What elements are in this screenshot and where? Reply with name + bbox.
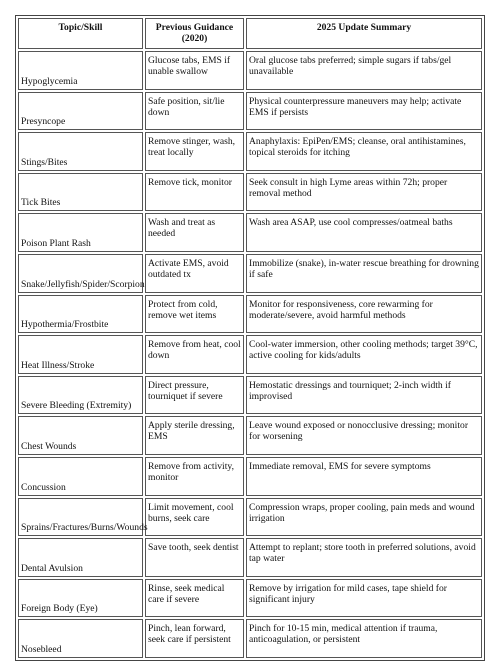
row-previous-guidance: Remove from activity, monitor: [145, 457, 244, 496]
row-update-summary: Compression wraps, proper cooling, pain meds and wound irrigation: [246, 498, 482, 537]
table-row: [18, 173, 482, 212]
table-row: [18, 416, 482, 455]
row-update-summary: Pinch for 10-15 min, medical attention if trauma, anticoagulation, or persistent: [246, 619, 482, 658]
header-previous-line1: Previous Guidance: [155, 22, 234, 33]
row-previous-guidance: Direct pressure, tourniquet if severe: [145, 376, 244, 415]
row-update-summary: Leave wound exposed or nonocclusive dressing; monitor for worsening: [246, 416, 482, 455]
table-row: [18, 213, 482, 252]
row-topic: Snake/Jellyfish/Spider/Scorpion: [18, 254, 143, 293]
row-topic: Nosebleed: [18, 619, 143, 658]
row-previous-guidance: Apply sterile dressing, EMS: [145, 416, 244, 455]
row-topic: Severe Bleeding (Extremity): [18, 376, 143, 415]
row-update-summary: Anaphylaxis: EpiPen/EMS; cleanse, oral antihistamines, topical steroids for itching: [246, 132, 482, 171]
row-update-summary: Attempt to replant; store tooth in preferred solutions, avoid tap water: [246, 538, 482, 577]
row-update-summary: Wash area ASAP, use cool compresses/oatmeal baths: [246, 213, 482, 252]
table-row: [18, 538, 482, 577]
guidance-table-container: [15, 15, 485, 661]
table-row: [18, 92, 482, 131]
row-update-summary: Remove by irrigation for mild cases, tape shield for significant injury: [246, 579, 482, 618]
table-row: [18, 498, 482, 537]
row-topic: Chest Wounds: [18, 416, 143, 455]
header-previous-line2: (2020): [181, 33, 208, 44]
row-previous-guidance: Rinse, seek medical care if severe: [145, 579, 244, 618]
row-previous-guidance: Protect from cold, remove wet items: [145, 295, 244, 334]
header-previous: [145, 18, 244, 49]
header-row: [18, 18, 482, 49]
row-update-summary: Hemostatic dressings and tourniquet; 2-inch width if improvised: [246, 376, 482, 415]
row-previous-guidance: Activate EMS, avoid outdated tx: [145, 254, 244, 293]
row-previous-guidance: Remove tick, monitor: [145, 173, 244, 212]
row-topic: Concussion: [18, 457, 143, 496]
row-update-summary: Oral glucose tabs preferred; simple sugars if tabs/gel unavailable: [246, 51, 482, 90]
header-update: 2025 Update Summary: [246, 18, 482, 49]
row-topic: Foreign Body (Eye): [18, 579, 143, 618]
table-row: [18, 376, 482, 415]
row-update-summary: Cool-water immersion, other cooling methods; target 39°C, active cooling for kids/adults: [246, 335, 482, 374]
row-topic: Poison Plant Rash: [18, 213, 143, 252]
table-row: [18, 132, 482, 171]
row-update-summary: Immobilize (snake), in-water rescue breathing for drowning if safe: [246, 254, 482, 293]
table-row: [18, 619, 482, 658]
table-row: [18, 295, 482, 334]
table-row: [18, 335, 482, 374]
row-previous-guidance: Wash and treat as needed: [145, 213, 244, 252]
row-topic: Heat Illness/Stroke: [18, 335, 143, 374]
table-row: [18, 254, 482, 293]
table-body: [18, 51, 482, 658]
row-previous-guidance: Remove stinger, wash, treat locally: [145, 132, 244, 171]
row-previous-guidance: Safe position, sit/lie down: [145, 92, 244, 131]
header-topic: Topic/Skill: [18, 18, 143, 49]
row-topic: Hypothermia/Frostbite: [18, 295, 143, 334]
row-topic: Tick Bites: [18, 173, 143, 212]
row-update-summary: Seek consult in high Lyme areas within 72h; proper removal method: [246, 173, 482, 212]
row-previous-guidance: Save tooth, seek dentist: [145, 538, 244, 577]
table-row: [18, 51, 482, 90]
row-previous-guidance: Remove from heat, cool down: [145, 335, 244, 374]
row-update-summary: Monitor for responsiveness, core rewarming for moderate/severe, avoid harmful methods: [246, 295, 482, 334]
row-previous-guidance: Pinch, lean forward, seek care if persistent: [145, 619, 244, 658]
row-update-summary: Immediate removal, EMS for severe symptoms: [246, 457, 482, 496]
row-topic: Stings/Bites: [18, 132, 143, 171]
row-topic: Sprains/Fractures/Burns/Wounds: [18, 498, 143, 537]
table-row: [18, 457, 482, 496]
row-topic: Dental Avulsion: [18, 538, 143, 577]
row-previous-guidance: Limit movement, cool burns, seek care: [145, 498, 244, 537]
row-previous-guidance: Glucose tabs, EMS if unable swallow: [145, 51, 244, 90]
row-topic: Presyncope: [18, 92, 143, 131]
row-update-summary: Physical counterpressure maneuvers may help; activate EMS if persists: [246, 92, 482, 131]
table-row: [18, 579, 482, 618]
guidance-comparison-table: [15, 15, 485, 661]
row-topic: Hypoglycemia: [18, 51, 143, 90]
